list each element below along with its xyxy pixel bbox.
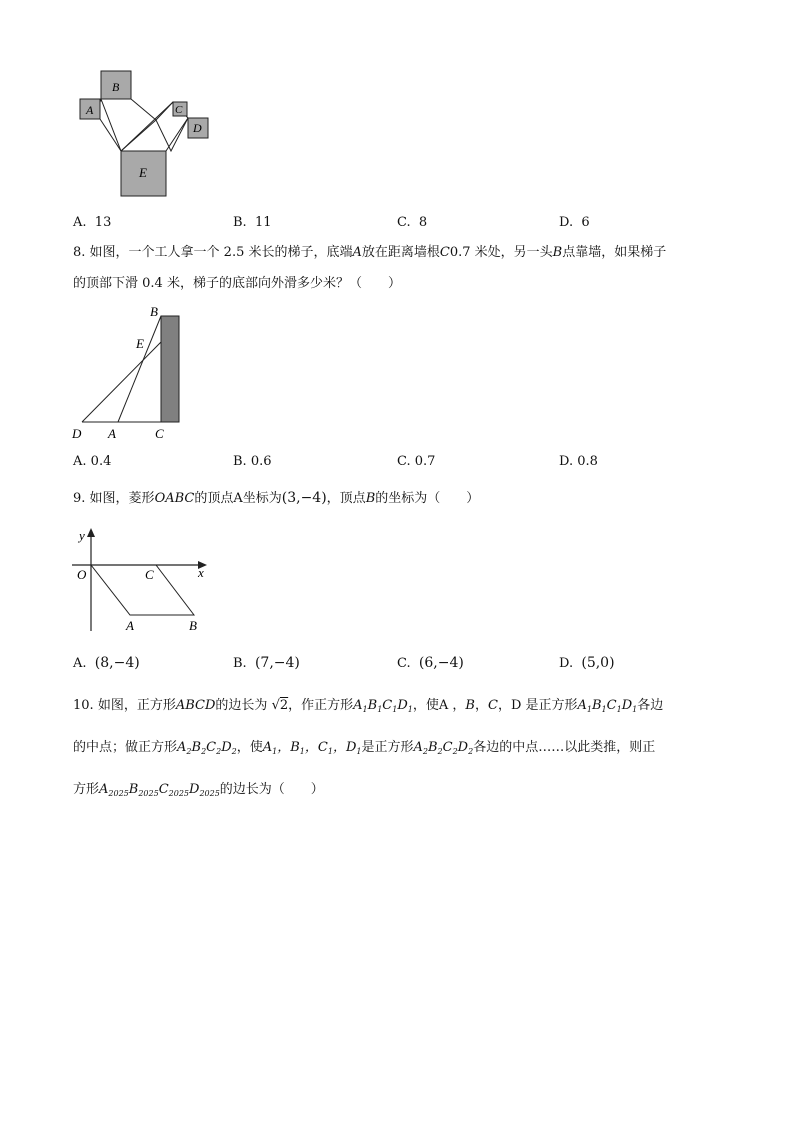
option-value: 0.8 bbox=[577, 454, 598, 469]
q8-option-c[interactable] bbox=[397, 454, 435, 469]
label-e: E bbox=[139, 165, 147, 180]
square-a1b1c1d1: $A_1B_1C_1D_1$ bbox=[577, 698, 638, 714]
q7-figure bbox=[76, 66, 216, 200]
q9-text: ，顶点 bbox=[326, 491, 366, 506]
q10-text: 各边的中点……以此类推，则正 bbox=[473, 740, 656, 755]
q9-text: 的坐标为（ ） bbox=[375, 491, 480, 506]
label-e: E bbox=[136, 336, 144, 351]
option-value: 13 bbox=[94, 215, 112, 230]
q8-number: 8. bbox=[73, 245, 86, 260]
label-x: x bbox=[198, 565, 204, 580]
q10-text: 的边长为 bbox=[215, 698, 268, 713]
option-value: (6,−4) bbox=[418, 655, 464, 671]
label-b: B bbox=[150, 304, 158, 319]
points-a1-b1-c1-d1: $A_1$，$B_1$，$C_1$，$D_1$ bbox=[262, 740, 362, 756]
q10-line1 bbox=[73, 698, 663, 714]
q10-text: ，作正方形 bbox=[288, 698, 354, 713]
q8-var: B bbox=[552, 245, 563, 260]
square-a2025: $A_{2025}B_{2025}C_{2025}D_{2025}$ bbox=[99, 782, 220, 798]
q9-coord: (3,−4) bbox=[281, 490, 327, 506]
q10-var: B bbox=[465, 698, 475, 713]
q7-option-c[interactable] bbox=[397, 215, 427, 230]
ladder-ab bbox=[118, 316, 161, 422]
q10-line3 bbox=[73, 782, 324, 798]
q9-shape: OABC bbox=[154, 491, 195, 506]
option-value: 0.6 bbox=[250, 454, 272, 469]
ladder-de bbox=[82, 342, 161, 422]
q8-text: 如图，一个工人拿一个 2.5 米长的梯子，底端 bbox=[89, 245, 353, 260]
option-letter: C. bbox=[397, 656, 411, 671]
q10-text: ，使 bbox=[236, 740, 263, 755]
inner-square-left bbox=[101, 99, 156, 151]
q9-text: 如图，菱形 bbox=[89, 491, 155, 506]
option-letter: D. bbox=[559, 215, 574, 230]
option-value: 6 bbox=[581, 215, 590, 230]
option-value: 11 bbox=[254, 215, 272, 230]
wall bbox=[161, 316, 179, 422]
option-letter: A. bbox=[73, 656, 87, 671]
q8-question-line2 bbox=[73, 276, 401, 292]
q10-text: 的边长为（ ） bbox=[219, 782, 324, 797]
q7-option-a[interactable] bbox=[73, 215, 111, 230]
option-letter: A. bbox=[73, 454, 87, 469]
q9-figure bbox=[70, 525, 215, 637]
q9-var: B bbox=[365, 491, 376, 506]
q8-text: 的顶部下滑 0.4 米，梯子的底部向外滑多少米？（ ） bbox=[73, 276, 401, 291]
q8-option-a[interactable] bbox=[73, 454, 111, 469]
q10-text: 如图，正方形 bbox=[97, 698, 176, 713]
rhombus-oabc bbox=[91, 565, 194, 615]
option-letter: D. bbox=[559, 454, 574, 469]
q7-option-d[interactable] bbox=[559, 215, 590, 230]
q9-question bbox=[73, 490, 479, 507]
q9-number: 9. bbox=[73, 491, 86, 506]
q7-option-b[interactable] bbox=[233, 215, 272, 230]
label-c: C bbox=[175, 104, 183, 116]
q8-option-d[interactable] bbox=[559, 454, 598, 469]
q9-option-d[interactable] bbox=[559, 655, 615, 671]
q8-question-line1 bbox=[73, 245, 666, 261]
option-letter: C. bbox=[397, 215, 411, 230]
option-letter: A. bbox=[73, 215, 87, 230]
label-a: A bbox=[86, 103, 94, 117]
q10-line2 bbox=[73, 740, 655, 756]
q8-var: A bbox=[352, 245, 362, 260]
option-value: (8,−4) bbox=[94, 655, 140, 671]
option-value: (7,−4) bbox=[254, 655, 300, 671]
label-d: D bbox=[193, 121, 202, 135]
label-y: y bbox=[79, 528, 85, 543]
q10-text: ，D 是正方形 bbox=[497, 698, 578, 713]
option-value: 8 bbox=[418, 215, 428, 230]
q8-text: 点靠墙，如果梯子 bbox=[562, 245, 667, 260]
label-o: O bbox=[77, 567, 87, 582]
label-d: D bbox=[72, 426, 82, 441]
q8-text: 放在距离墙根 bbox=[361, 245, 440, 260]
q9-option-c[interactable] bbox=[397, 655, 464, 671]
q10-shape: ABCD bbox=[175, 698, 216, 713]
q10-text: 方形 bbox=[73, 782, 100, 797]
option-letter: D. bbox=[559, 656, 574, 671]
option-letter: B. bbox=[233, 454, 247, 469]
sqrt-value: 2 bbox=[279, 698, 289, 713]
q10-text: ， bbox=[474, 698, 488, 713]
label-b: B bbox=[189, 618, 197, 633]
label-c: C bbox=[145, 567, 154, 582]
q8-text: 0.7 米处，另一头 bbox=[449, 245, 553, 260]
label-b: B bbox=[112, 80, 120, 94]
q10-number: 10. bbox=[73, 698, 94, 713]
option-value: (5,0) bbox=[581, 655, 615, 671]
option-letter: B. bbox=[233, 656, 247, 671]
sqrt-symbol: √2 bbox=[271, 698, 289, 713]
option-letter: C. bbox=[397, 454, 411, 469]
square-a1b1c1d1: $A_1B_1C_1D_1$ bbox=[353, 698, 413, 714]
q8-figure bbox=[68, 300, 188, 442]
q8-option-b[interactable] bbox=[233, 454, 272, 469]
y-arrow bbox=[87, 528, 95, 537]
q9-option-b[interactable] bbox=[233, 655, 300, 671]
square-a2b2c2d2: $A_2B_2C_2D_2$ bbox=[413, 740, 474, 756]
q10-text: 各边 bbox=[637, 698, 664, 713]
label-c: C bbox=[155, 426, 164, 441]
option-value: 0.4 bbox=[90, 454, 112, 469]
square-a2b2c2d2: $A_2B_2C_2D_2$ bbox=[177, 740, 237, 756]
q10-text: 是正方形 bbox=[361, 740, 414, 755]
label-a: A bbox=[108, 426, 116, 441]
q10-text: 的中点；做正方形 bbox=[73, 740, 178, 755]
option-value: 0.7 bbox=[414, 454, 436, 469]
q10-text: ，使A ， bbox=[412, 698, 466, 713]
q9-text: 的顶点A坐标为 bbox=[194, 491, 282, 506]
label-a: A bbox=[126, 618, 134, 633]
q9-option-a[interactable] bbox=[73, 655, 140, 671]
option-letter: B. bbox=[233, 215, 247, 230]
q10-var: C bbox=[487, 698, 498, 713]
q8-var: C bbox=[439, 245, 450, 260]
